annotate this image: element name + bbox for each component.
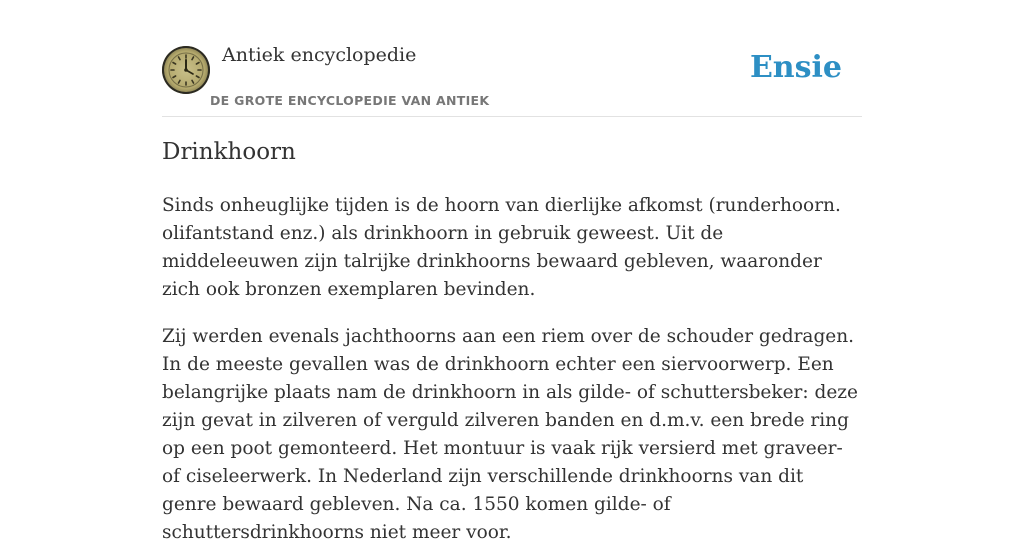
page [162, 0, 862, 543]
site-title[interactable]: Antiek encyclopedie [222, 44, 417, 66]
brand-logo-link[interactable]: Ensie [749, 50, 842, 85]
site-subtitle: DE GROTE ENCYCLOPEDIE VAN ANTIEK [210, 93, 490, 108]
clock-icon[interactable] [162, 46, 210, 94]
article-paragraph: Sinds onheuglijke tijden is de hoorn van dierlijke afkomst (runderhoorn. olifantstand enz.) als drinkhoorn in gebruik geweest. Uit de middeleeuwen zijn talrijke drinkhoorns bewaard gebleven, waaronder zich ook bronzen exemplaren bevinden. [162, 195, 841, 300]
site-header [162, 0, 862, 117]
article-paragraph: Zij werden evenals jachthoorns aan een riem over de schouder gedragen. In de meeste gevallen was de drinkhoorn echter een siervoorwerp. Een belangrijke plaats nam de drinkhoorn in als gilde- of schuttersbeker: deze zijn gevat in zilveren of verguld zilveren banden en d.m.v. een brede ring op een poot gemonteerd. Het montuur is vaak rijk versierd met graveer- of ciseleerwerk. In Nederland zijn verschillende drinkhoorns van dit genre bewaard gebleven. Na ca. 1550 komen gilde- of schuttersdrinkhoorns niet meer voor. [162, 326, 858, 543]
article-title: Drinkhoorn [162, 139, 296, 165]
clock-face [162, 46, 210, 94]
